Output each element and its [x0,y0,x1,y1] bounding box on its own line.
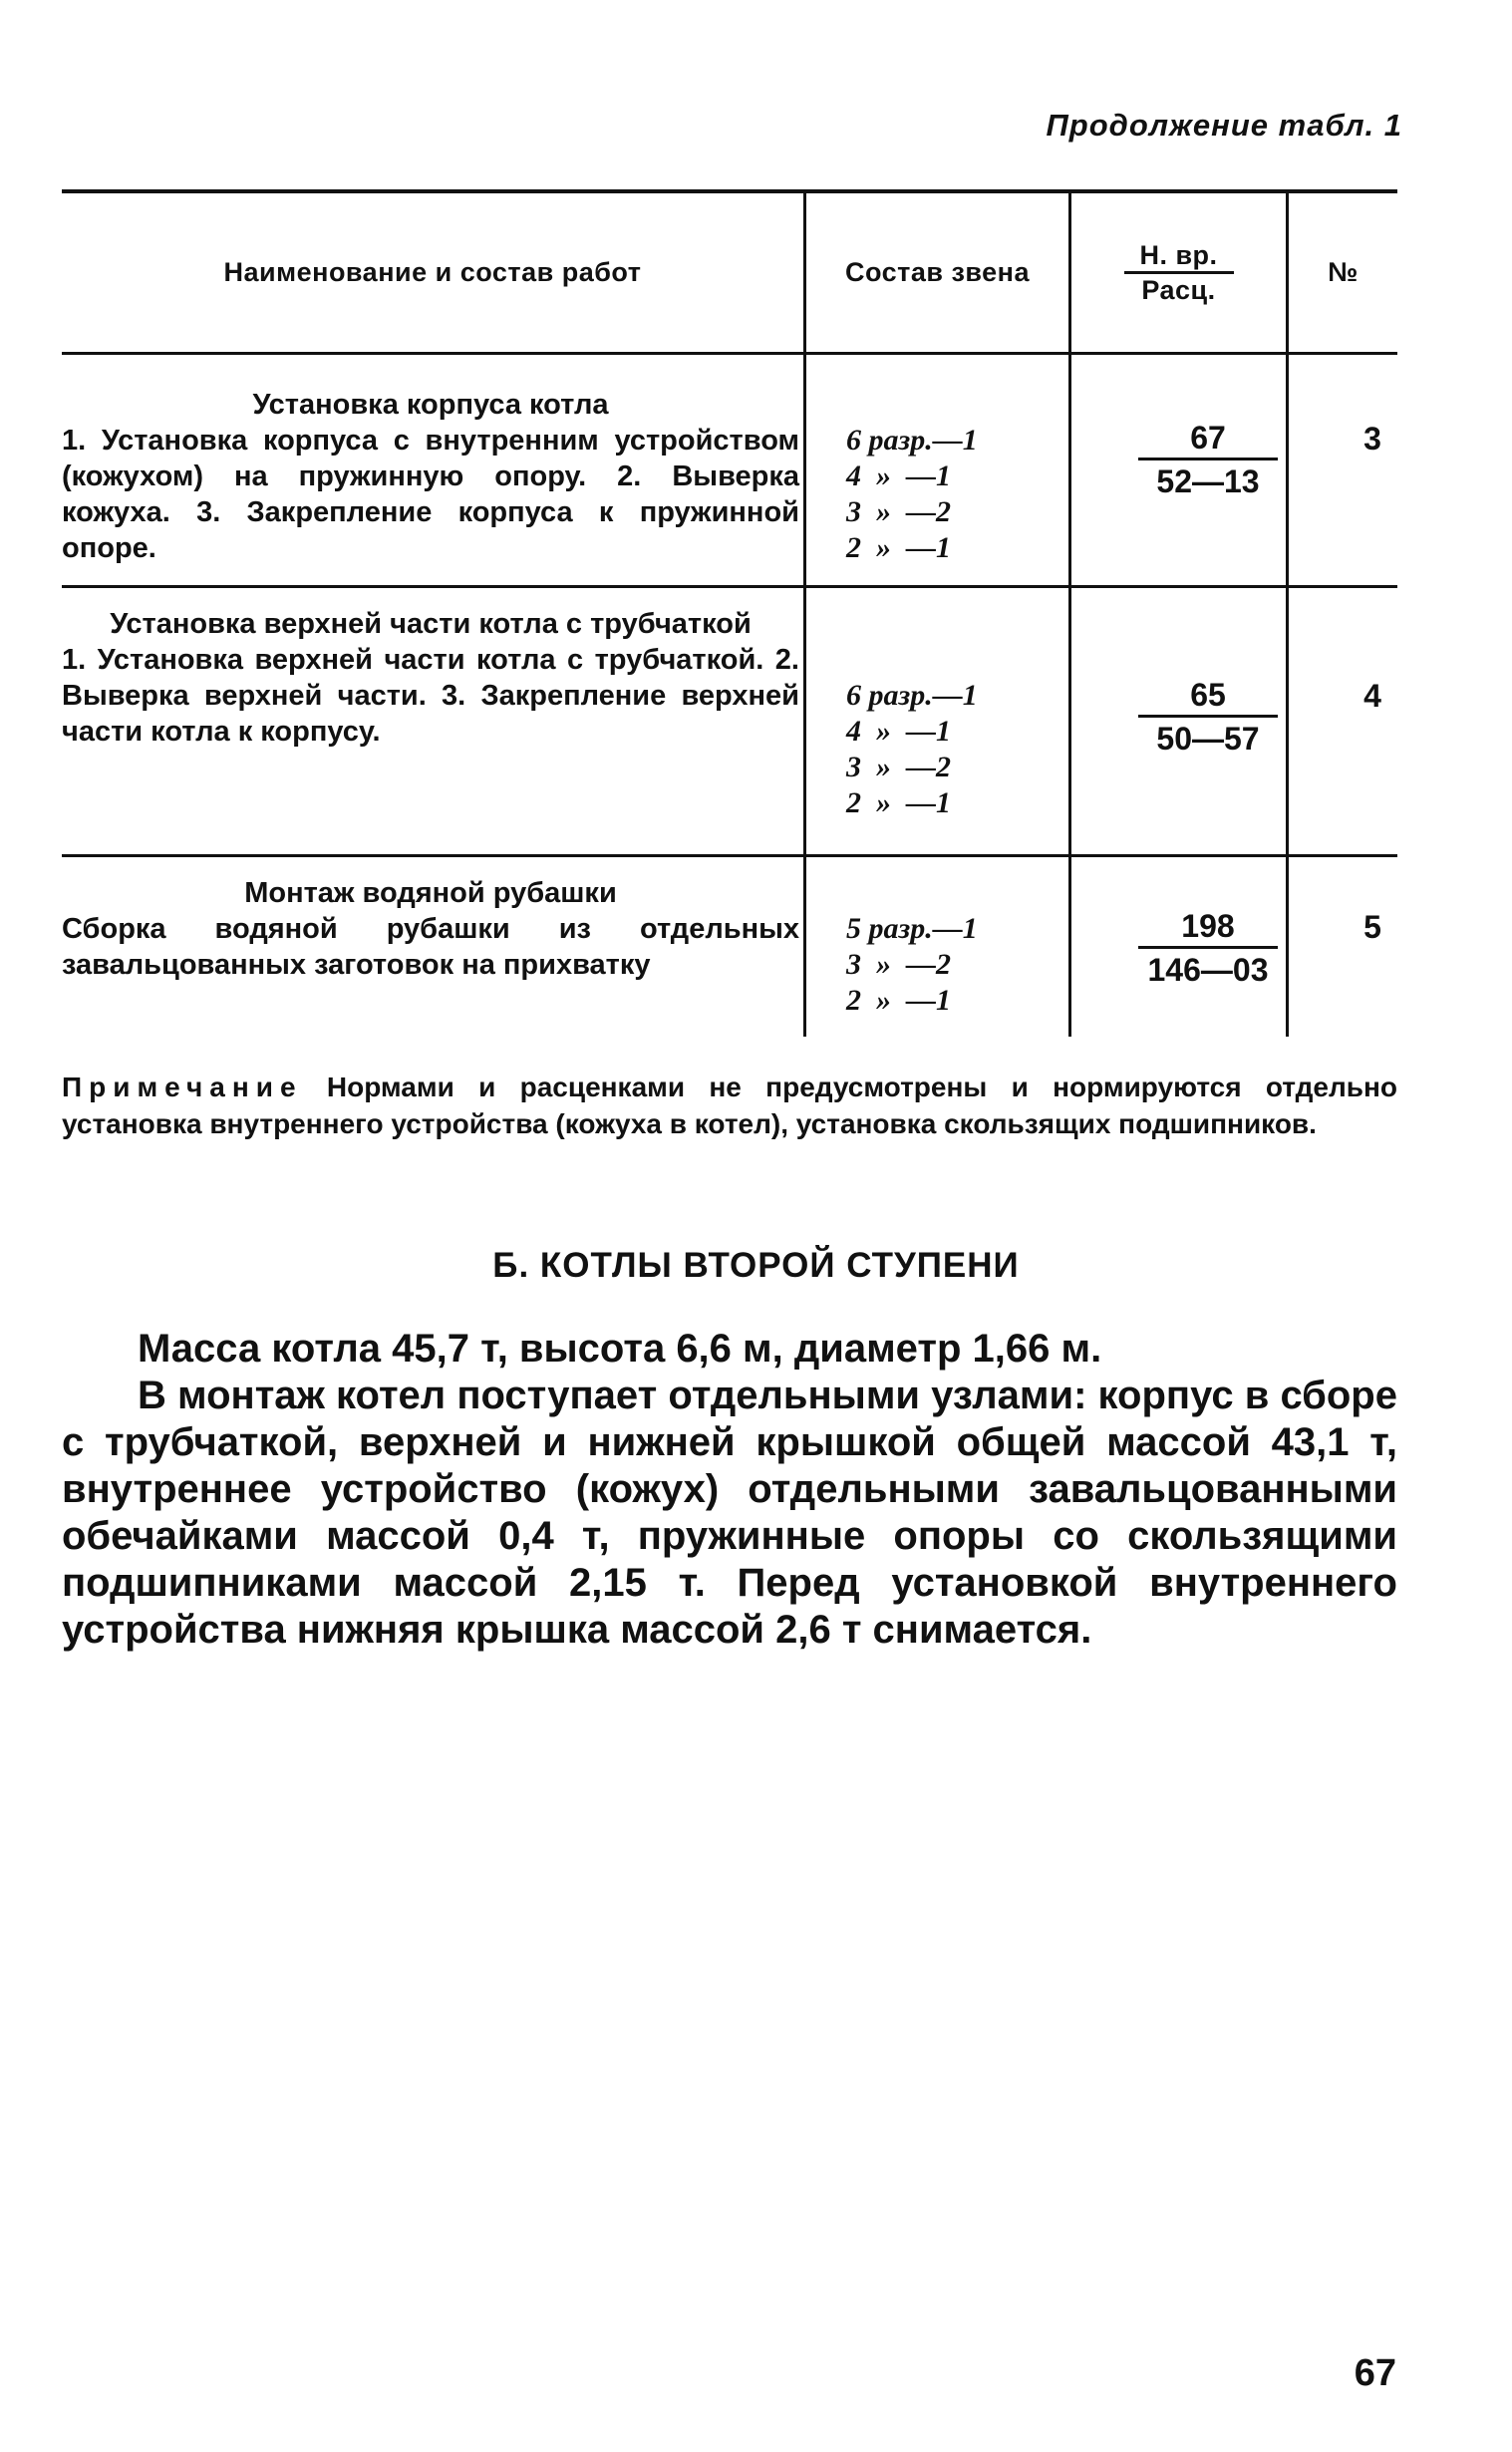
header-crew: Состав звена [845,257,1030,287]
table-note [62,1069,1397,1142]
section-heading: Б. КОТЛЫ ВТОРОЙ СТУПЕНИ [492,1246,1020,1285]
note-label: Примечание [62,1072,303,1102]
row-2-norm [1098,678,1318,757]
row-1-norm [1098,421,1318,499]
row-2-rate: 50—57 [1156,721,1260,758]
row-2-crew-line: 4 » —1 [846,715,951,748]
row-2-crew [846,678,978,821]
row-2-desc: 1. Установка верхней части котла с трубчаткой. 2. Выверка верхней части. 3. Закрепление верхней части котла к корпусу. [62,644,799,748]
header-norm-rate: Расц. [1141,275,1216,305]
page-number: 67 [1354,2352,1396,2394]
row-3-desc: Сборка водяной рубашки из отдельных завальцованных заготовок на прихватку [62,913,799,981]
row-1-crew-line: 3 » —2 [846,495,951,528]
paragraph: В монтаж котел поступает отдельными узлами: корпус в сборе с трубчаткой, верхней и нижней крышкой общей массой 43,1 т, внутреннее устройство (кожух) отдельными завальцованными обечайками массой 0,4 т, пружинные опоры со скользящими подшипниками массой 2,15 т. Перед установкой внутреннего устройства нижняя крышка массой 2,6 т снимается. [62,1374,1397,1652]
row-3-work [62,875,799,983]
row-1-crew-line: 4 » —1 [846,460,951,492]
row-2-crew-line: 6 разр.—1 [846,679,978,712]
header-norm [1071,193,1286,352]
paragraph: Масса котла 45,7 т, высота 6,6 м, диаметр 1,66 м. [138,1327,1102,1371]
row-3-norm [1098,909,1318,988]
row-3-title: Монтаж водяной рубашки [244,877,617,909]
row-3-crew-line: 2 » —1 [846,984,951,1017]
row-1-crew [846,423,978,566]
row-1-rate: 52—13 [1156,463,1260,500]
note-text: Нормами и расценками не предусмотрены и нормируются отдельно установка внутреннего устройства (кожуха в котел), установка скользящих подшипников. [62,1072,1397,1139]
row-2-crew-line: 3 » —2 [846,751,951,783]
row-1-title: Установка корпуса котла [252,389,609,421]
row-1-work [62,387,799,566]
row-2-time: 65 [1190,677,1226,713]
row-3-rate: 146—03 [1147,952,1269,989]
row-divider-1 [62,585,1397,588]
row-1-desc: 1. Установка корпуса с внутренним устройством (кожухом) на пружинную опору. 2. Выверка кожуха. 3. Закрепление корпуса к пружинной опоре. [62,425,799,564]
row-2-number: 4 [1363,678,1381,714]
header-norm-time: Н. вр. [1139,239,1218,270]
header-number: № [1328,257,1359,287]
row-1-number: 3 [1363,421,1381,457]
row-3-crew [846,911,978,1019]
row-1-crew-line: 6 разр.—1 [846,424,978,457]
row-divider-2 [62,854,1397,857]
row-3-crew-line: 3 » —2 [846,948,951,981]
row-3-time: 198 [1181,908,1235,944]
row-3-number: 5 [1363,909,1381,945]
continuation-label: Продолжение табл. 1 [1046,108,1402,143]
header-work: Наименование и состав работ [223,257,642,287]
header-bottom-rule [62,352,1397,355]
row-1-time: 67 [1190,420,1226,456]
row-2-work [62,606,799,750]
norms-table [62,189,1397,1037]
section-body [62,1326,1397,1654]
row-1-crew-line: 2 » —1 [846,531,951,564]
row-2-title: Установка верхней части котла с трубчаткой [110,608,752,640]
row-3-crew-line: 5 разр.—1 [846,912,978,945]
row-2-crew-line: 2 » —1 [846,786,951,819]
